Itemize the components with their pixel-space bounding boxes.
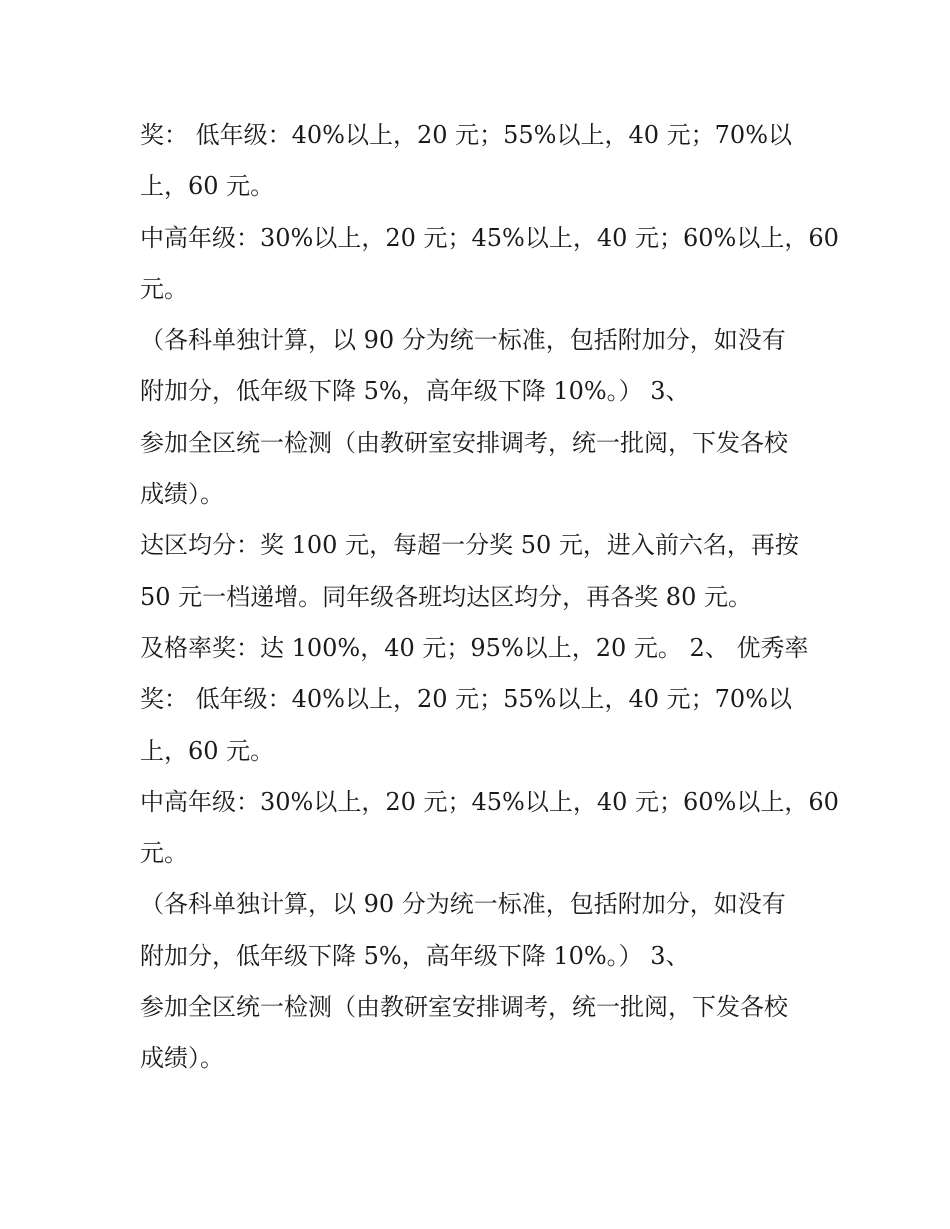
text-line: 奖： 低年级：40%以上，20 元；55%以上，40 元；70%以 [140, 121, 792, 149]
text-line: 中高年级：30%以上，20 元；45%以上，40 元；60%以上，60 [140, 223, 839, 252]
text-line: 附加分，低年级下降 5%，高年级下降 10%。） 3、 [140, 941, 690, 970]
text-line: 奖： 低年级：40%以上，20 元；55%以上，40 元；70%以 [140, 685, 792, 714]
text-line: 元。 [140, 274, 188, 303]
text-line: 上，60 元。 [140, 172, 275, 201]
text-line: 成绩）。 [140, 480, 224, 509]
text-line: 成绩）。 [140, 1044, 224, 1073]
text-line: 附加分，低年级下降 5%，高年级下降 10%。） 3、 [140, 377, 690, 406]
text-line: （各科单独计算，以 90 分为统一标准，包括附加分，如没有 [140, 326, 786, 355]
text-line: （各科单独计算，以 90 分为统一标准，包括附加分，如没有 [140, 890, 786, 919]
text-line: 达区均分：奖 100 元，每超一分奖 50 元，进入前六名，再按 [140, 531, 799, 560]
document-body [140, 110, 839, 1085]
text-line: 元。 [140, 839, 188, 868]
text-line: 及格率奖：达 100%，40 元；95%以上，20 元。 2、 优秀率 [140, 633, 809, 662]
text-line: 50 元一档递增。同年级各班均达区均分，再各奖 80 元。 [140, 582, 752, 611]
text-line: 参加全区统一检测（由教研室安排调考，统一批阅，下发各校 [140, 428, 788, 457]
text-line: 参加全区统一检测（由教研室安排调考，统一批阅，下发各校 [140, 993, 788, 1022]
text-line: 中高年级：30%以上，20 元；45%以上，40 元；60%以上，60 [140, 787, 839, 816]
text-line: 上，60 元。 [140, 736, 275, 765]
